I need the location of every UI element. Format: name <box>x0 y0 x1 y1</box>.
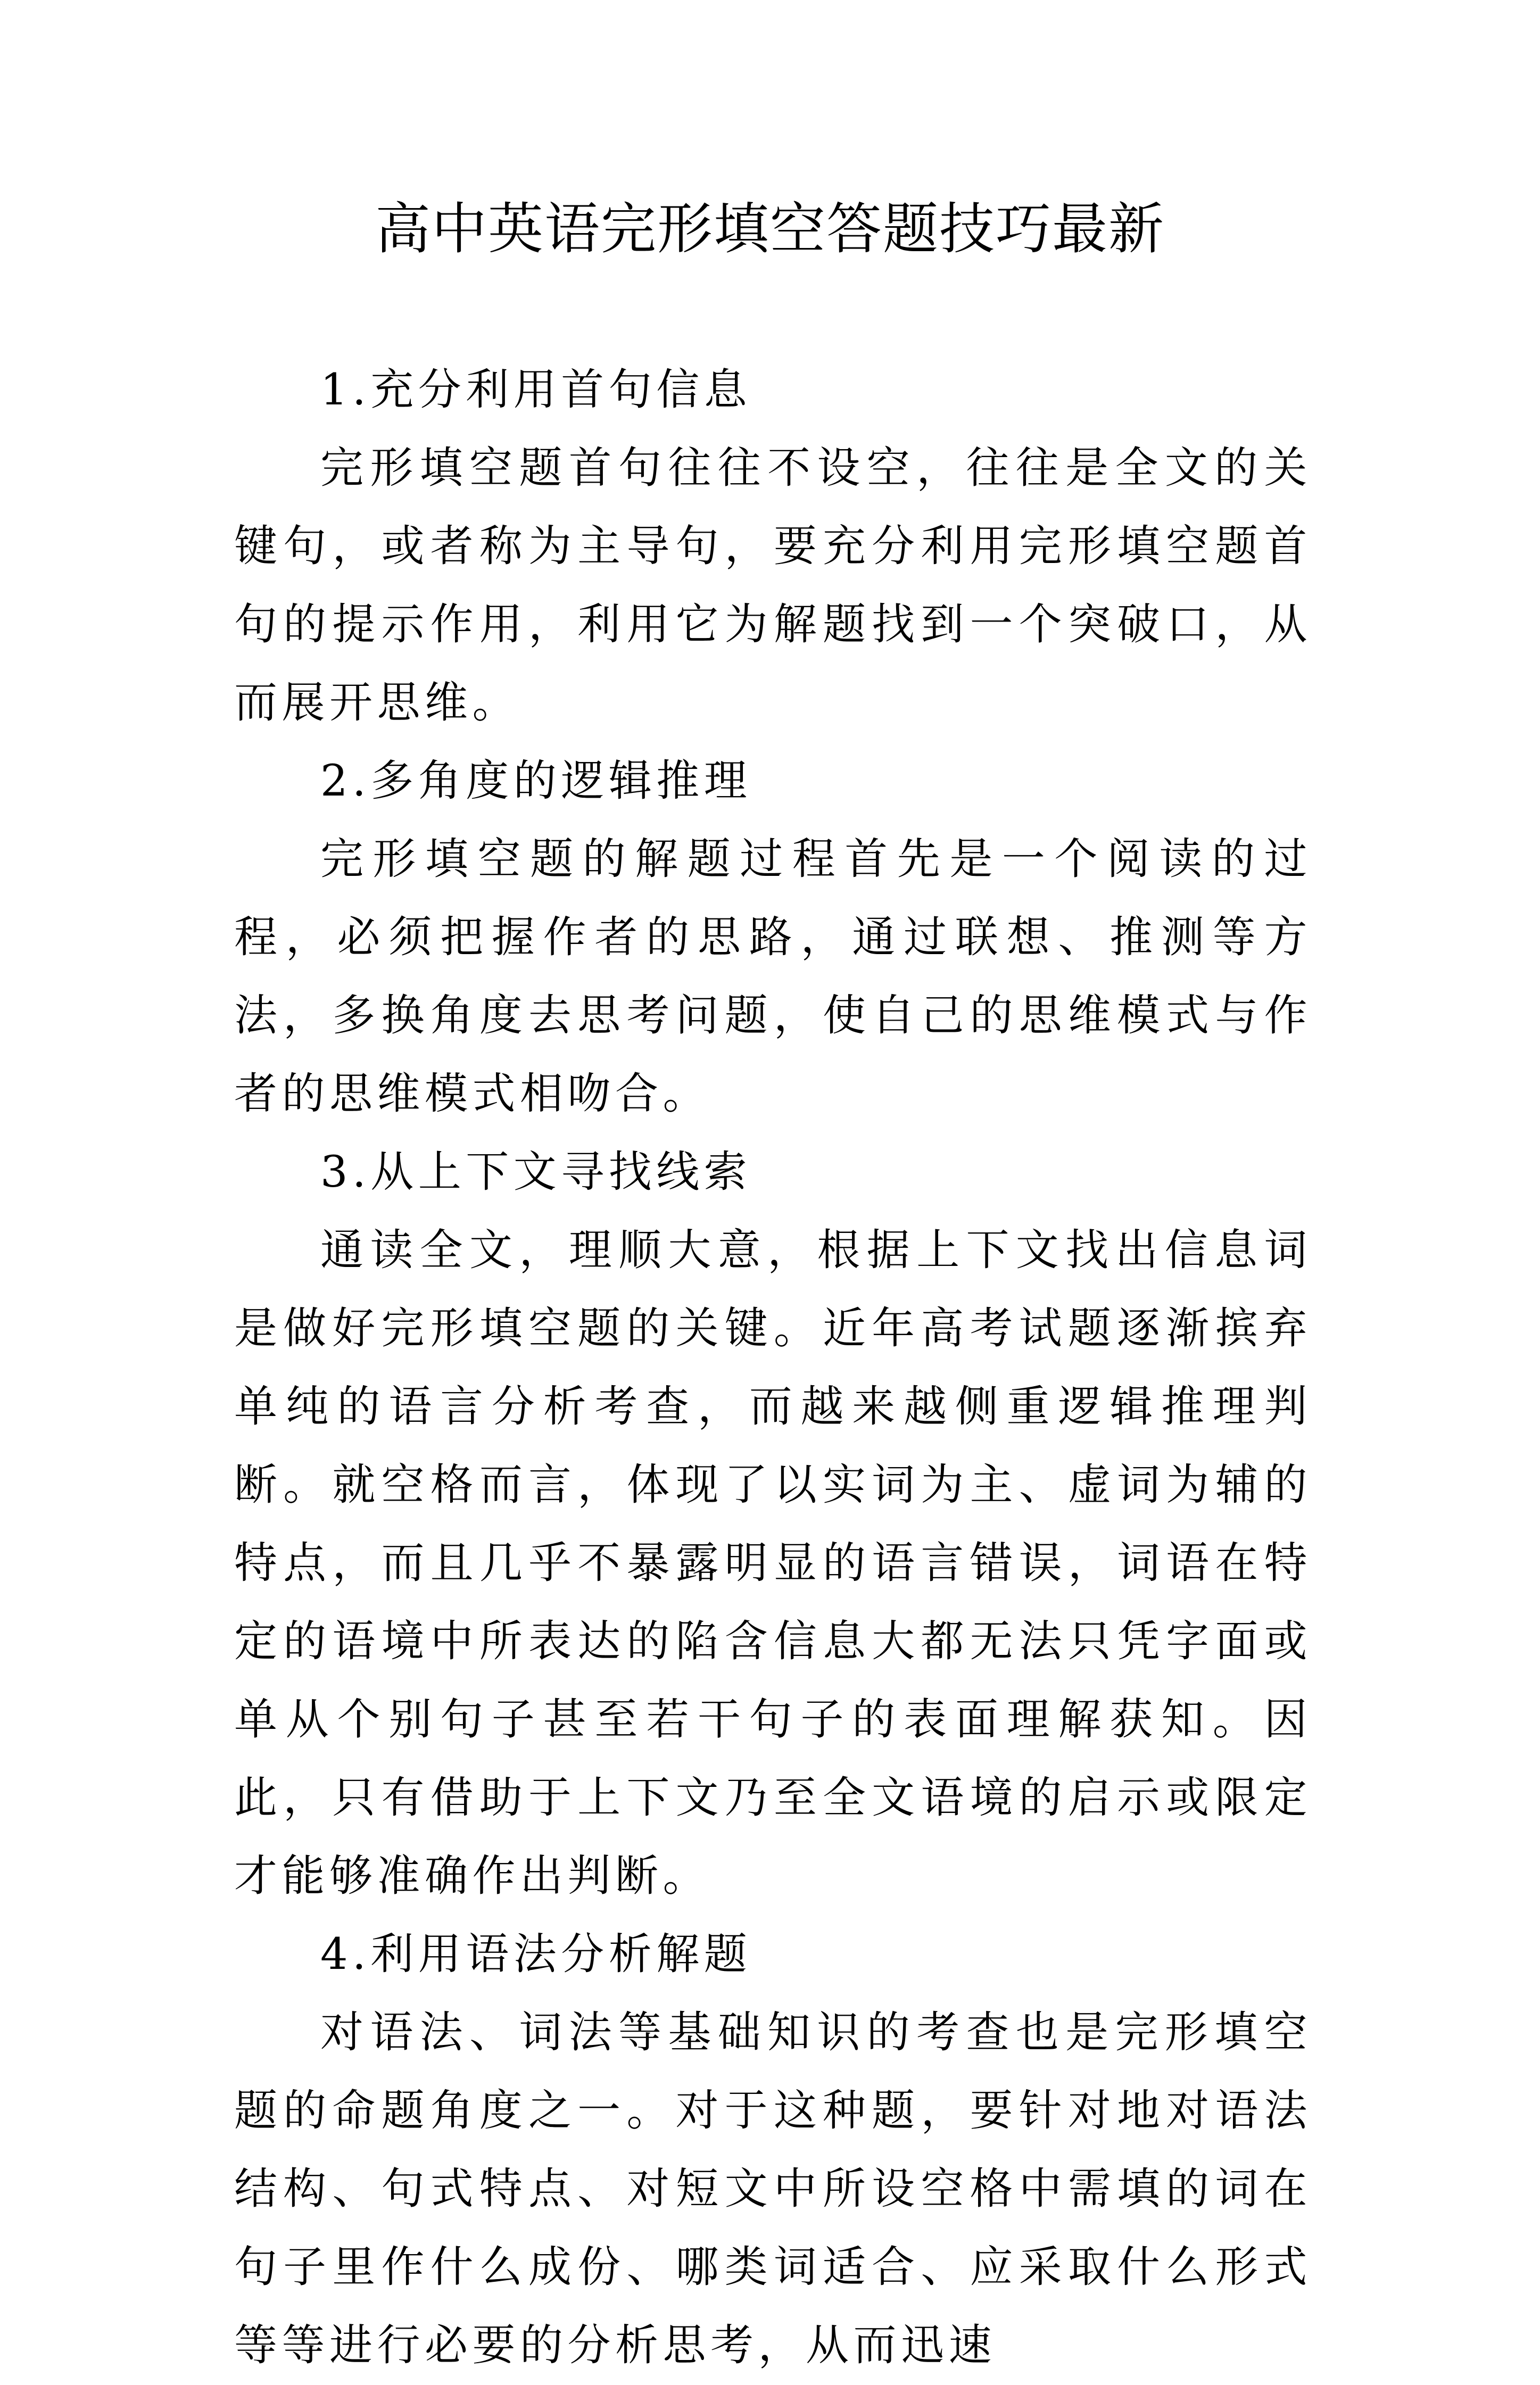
section-heading: 1.充分利用首句信息 <box>320 365 752 415</box>
section-heading: 4.利用语法分析解题 <box>320 1929 752 1980</box>
section-paragraph: 完形填空题首句往往不设空，往往是全文的关键句，或者称为主导句，要充分利用完形填空题首句的提示作用，利用它为解题找到一个突破口，从而展开思维。 <box>234 443 1312 728</box>
section-heading: 2.多角度的逻辑推理 <box>320 756 752 806</box>
section-paragraph: 对语法、词法等基础知识的考查也是完形填空题的命题角度之一。对于这种题，要针对地对语法结构、句式特点、对短文中所设空格中需填的词在句子里作什么成份、哪类词适合、应采取什么形式等等进行必要的分析思考，从而迅速 <box>234 2008 1312 2371</box>
document-body <box>234 351 1312 2385</box>
section-paragraph: 通读全文，理顺大意，根据上下文找出信息词是做好完形填空题的关键。近年高考试题逐渐摈弃单纯的语言分析考查，而越来越侧重逻辑推理判断。就空格而言，体现了以实词为主、虚词为辅的特点，而且几乎不暴露明显的语言错误，词语在特定的语境中所表达的陷含信息大都无法只凭字面或单从个别句子甚至若干句子的表面理解获知。因此，只有借助于上下文乃至全文语境的启示或限定才能够准确作出判断。 <box>234 1225 1312 1901</box>
section-paragraph: 完形填空题的解题过程首先是一个阅读的过程，必须把握作者的思路，通过联想、推测等方法，多换角度去思考问题，使自己的思维模式与作者的思维模式相吻合。 <box>234 834 1312 1119</box>
document-title: 高中英语完形填空答题技巧最新 <box>375 196 1165 261</box>
section-heading: 3.从上下文寻找线索 <box>320 1147 752 1197</box>
